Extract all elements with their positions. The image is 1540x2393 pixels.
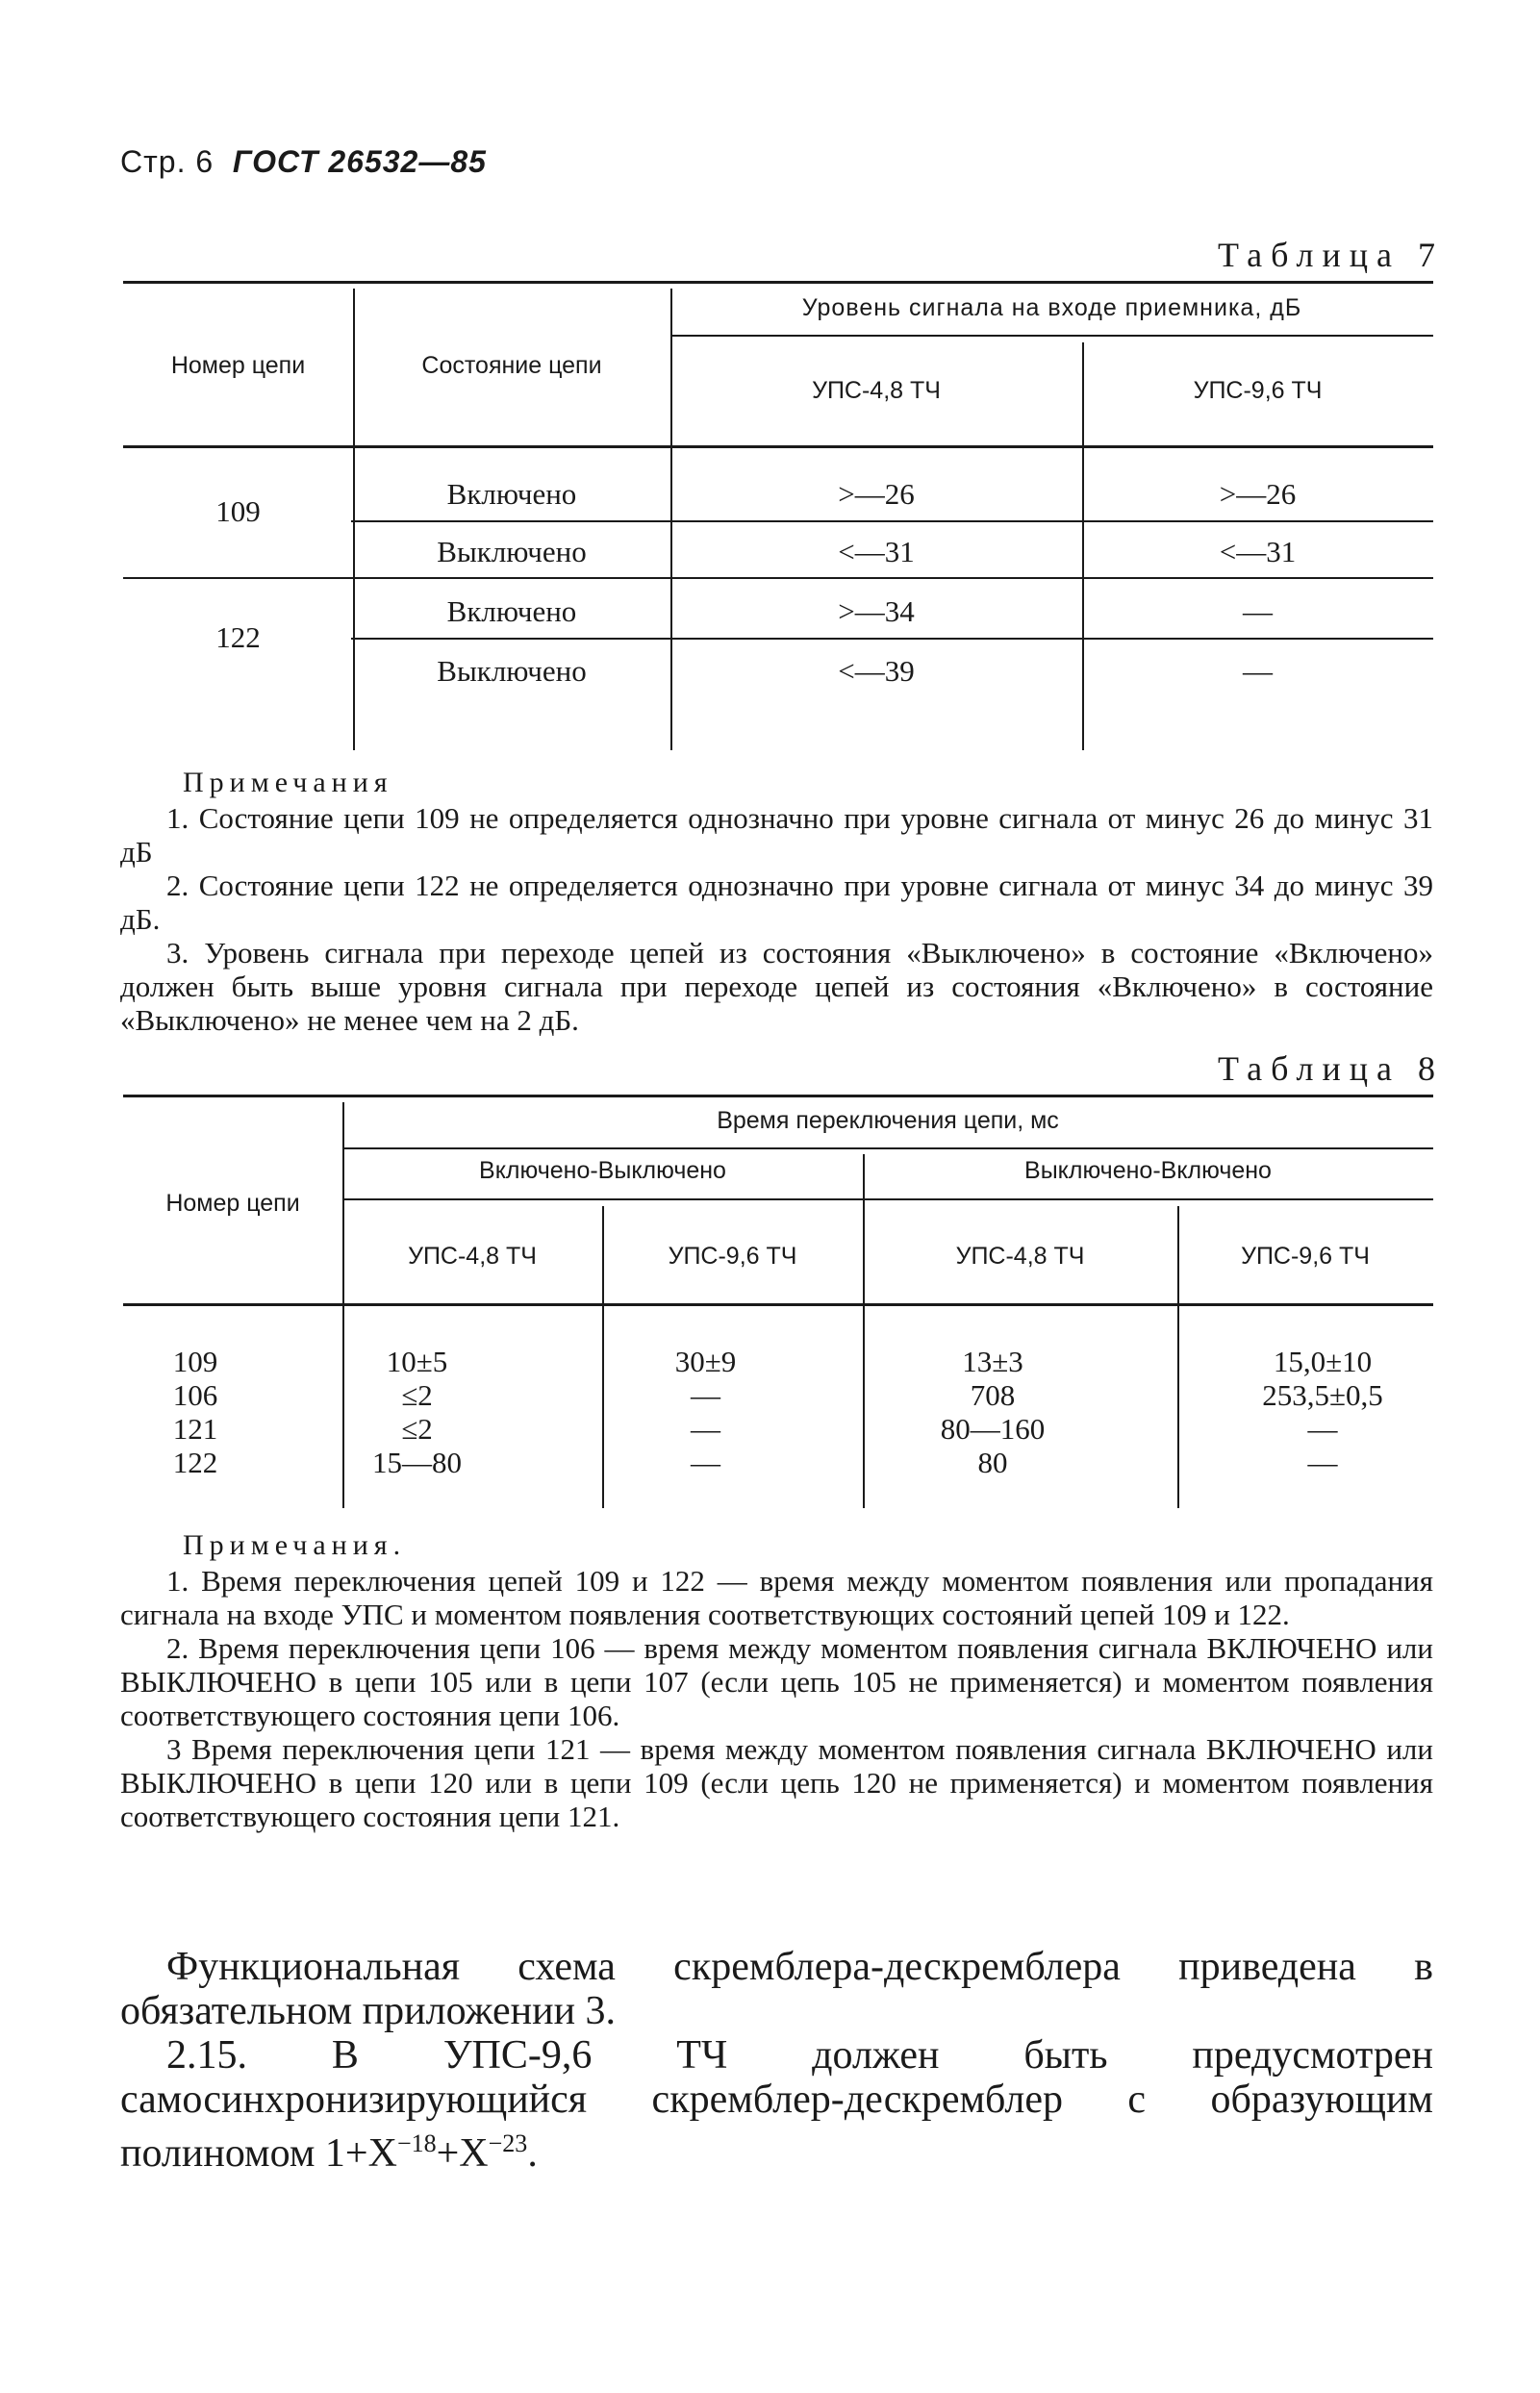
table8-header-off-on: Выключено-Включено [1024,1157,1272,1184]
table8-value: 15,0±10 [1273,1345,1373,1378]
poly-term: +X [436,2131,489,2176]
table8-value: 30±9 [674,1345,737,1378]
table7-circuit-109: 109 [215,494,261,528]
table8-value: — [691,1378,720,1412]
table7-state: Выключено [437,654,587,688]
notes7-item: 3. Уровень сигнала при переходе цепей из состояния «Выключено» в состояние «Включено» должен быть выше уровня сигнала при переходе цепей из состояния «Включено» в состояние «Выключено» не менее чем на 2 дБ. [120,936,1433,1037]
poly-exponent: −23 [488,2129,528,2157]
table7-header-ups96: УПС-9,6 ТЧ [1193,377,1323,404]
table8-value: 80—160 [940,1412,1046,1446]
table8-circuit: 106 [172,1378,218,1412]
paragraph-2-15 [120,2033,1433,2176]
table8-value: — [1307,1412,1338,1446]
table7-value: <—31 [1219,535,1297,568]
table8-header-ups96-a: УПС-9,6 ТЧ [668,1243,797,1270]
body-paragraphs [120,1945,1433,2176]
paragraph-2-15-text: 2.15. В УПС-9,6 ТЧ должен быть предусмотрен самосинхронизирующийся скремблер-дескремблер с образующим полиномом [120,2033,1433,2176]
table8-header-ups48-b: УПС-4,8 ТЧ [955,1243,1085,1270]
polynomial [325,2131,538,2176]
table7-value: — [1243,594,1273,628]
table7-caption: Таблица 7 [1218,236,1444,274]
table7-value: >—26 [1219,477,1297,511]
poly-end: . [527,2131,538,2176]
table8-value: 708 [970,1378,1016,1412]
table8-value: — [691,1446,720,1479]
notes8-title: Примечания. [183,1529,407,1561]
table8-value: ≤2 [401,1378,433,1412]
paragraph-scheme: Функциональная схема скремблера-дескремблера приведена в обязательном приложении 3. [120,1945,1433,2033]
notes8-list [120,1564,1433,1833]
notes8-item: 1. Время переключения цепей 109 и 122 — время между моментом появления или пропадания сигнала на входе УПС и моментом появления соответствующих состояний цепей 109 и 122. [120,1564,1433,1631]
table7-value: <—39 [838,654,915,688]
table8-value: — [1307,1446,1338,1479]
poly-term: 1+X [324,2131,397,2176]
table7-value: >—26 [838,477,915,511]
table7-state: Выключено [437,535,587,568]
table8-circuit: 109 [172,1345,218,1378]
table8-circuit: 121 [172,1412,218,1446]
table8-header-time: Время переключения цепи, мс [717,1107,1059,1134]
table7-value: >—34 [838,594,915,628]
table8-header-ups96-b: УПС-9,6 ТЧ [1241,1243,1370,1270]
table8-value: 80 [977,1446,1008,1479]
table8-circuit: 122 [172,1446,218,1479]
page-header [120,144,487,180]
table8-header-circuit: Номер цепи [165,1190,300,1217]
table8-value: ≤2 [401,1412,433,1446]
table7-value: <—31 [838,535,915,568]
standard-number: ГОСТ 26532—85 [232,144,487,179]
table8-header-on-off: Включено-Выключено [479,1157,726,1184]
table8-value: 15—80 [372,1446,462,1479]
table7-header-circuit: Номер цепи [170,352,306,379]
notes8-item: 3 Время переключения цепи 121 — время между моментом появления сигнала ВКЛЮЧЕНО или ВЫКЛЮЧЕНО в цепи 120 или в цепи 109 (если цепь 120 не применяется) и моментом появления соответствующего состояния цепи 121. [120,1732,1433,1833]
table8-header-ups48-a: УПС-4,8 ТЧ [408,1243,537,1270]
table7-header-level: Уровень сигнала на входе приемника, дБ [801,294,1302,321]
notes7-item: 2. Состояние цепи 122 не определяется однозначно при уровне сигнала от минус 34 до минус 39 дБ. [120,869,1433,936]
notes8-item: 2. Время переключения цепи 106 — время между моментом появления сигнала ВКЛЮЧЕНО или ВЫКЛЮЧЕНО в цепи 105 или в цепи 107 (если цепь 105 не применяется) и моментом появления соответствующего состояния цепи 106. [120,1631,1433,1732]
table8-value: — [691,1412,720,1446]
table7-circuit-122: 122 [215,620,261,654]
table8-caption: Таблица 8 [1218,1049,1444,1088]
table8-value: 13±3 [962,1345,1023,1378]
table7-header-state: Состояние цепи [421,352,602,379]
poly-exponent: −18 [396,2129,437,2157]
table7-value: — [1243,654,1273,688]
table7-state: Включено [446,594,577,628]
table7-state: Включено [446,477,577,511]
notes7-title: Примечания [183,767,393,798]
notes7-item: 1. Состояние цепи 109 не определяется однозначно при уровне сигнала от минус 26 до минус 31 дБ [120,801,1433,869]
table8-value: 253,5±0,5 [1262,1378,1383,1412]
table7-header-ups48: УПС-4,8 ТЧ [812,377,941,404]
notes7-list [120,801,1433,1037]
page-label: Стр. 6 [120,144,215,179]
table8-value: 10±5 [386,1345,448,1378]
